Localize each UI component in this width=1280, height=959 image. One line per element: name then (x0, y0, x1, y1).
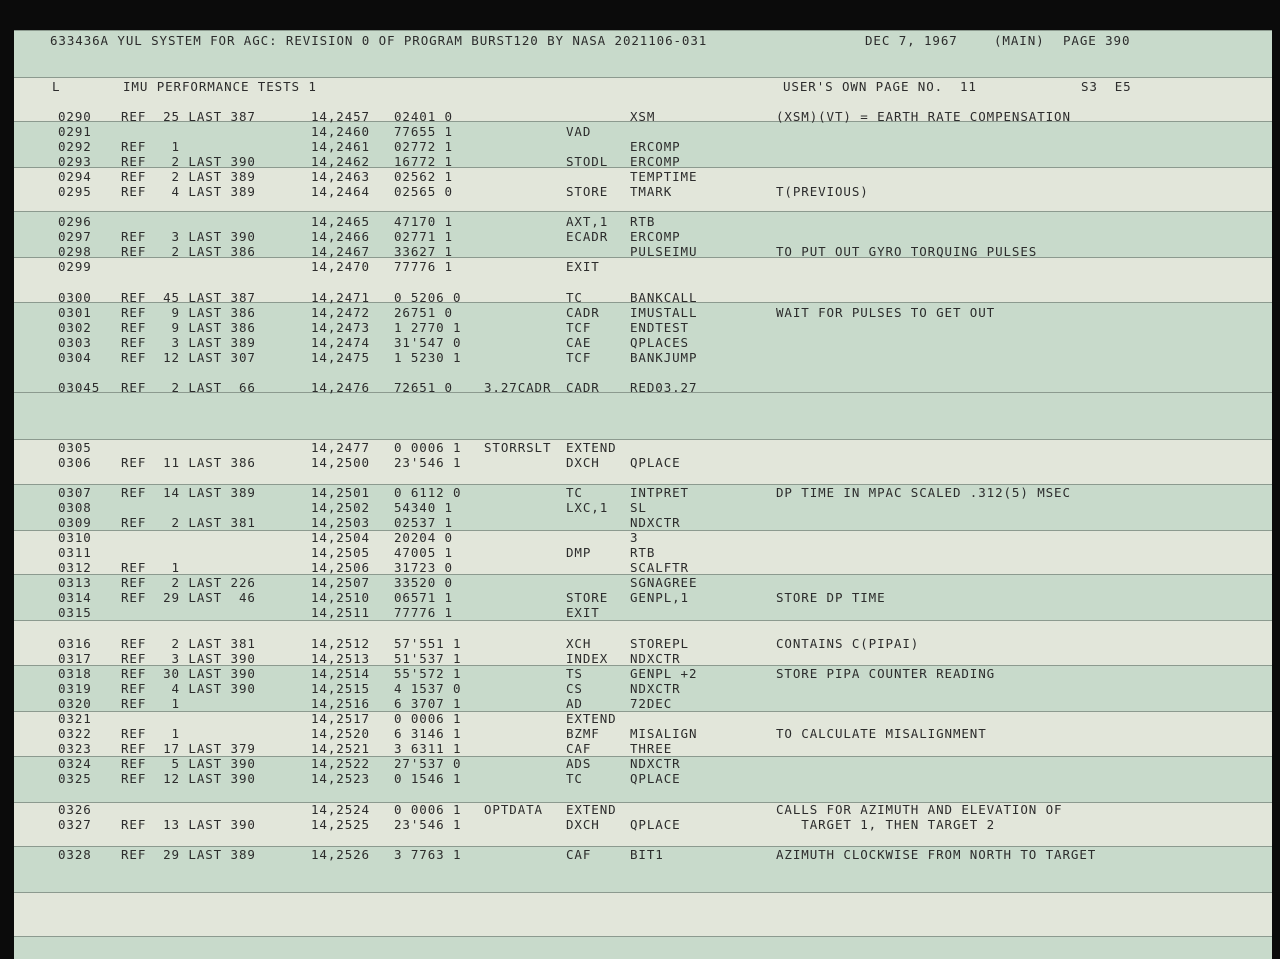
octal-word: 6 3146 1 (394, 726, 462, 741)
octal-word: 0 1546 1 (394, 771, 462, 786)
address: 14,2473 (311, 320, 370, 335)
address: 14,2463 (311, 169, 370, 184)
operand: ERCOMP (630, 139, 681, 154)
ledger-band (14, 936, 1272, 959)
octal-word: 0 0006 1 (394, 711, 462, 726)
octal-word: 27'537 0 (394, 756, 462, 771)
line-number: 0298 (58, 244, 92, 259)
line-number: 0292 (58, 139, 92, 154)
opcode: EXTEND (566, 711, 617, 726)
line-number: 0325 (58, 771, 92, 786)
address: 14,2470 (311, 259, 370, 274)
ref-info: REF 2 LAST 66 (121, 380, 256, 395)
header-date: DEC 7, 1967 (865, 33, 958, 48)
ref-info: REF 1 (121, 139, 180, 154)
ref-info: REF 4 LAST 389 (121, 184, 256, 199)
operand: PULSEIMU (630, 244, 698, 259)
operand: NDXCTR (630, 681, 681, 696)
section-title: IMU PERFORMANCE TESTS 1 (123, 79, 317, 94)
ref-info: REF 12 LAST 307 (121, 350, 256, 365)
address: 14,2465 (311, 214, 370, 229)
address: 14,2475 (311, 350, 370, 365)
opcode: STORE (566, 184, 609, 199)
opcode: EXIT (566, 259, 600, 274)
opcode: TC (566, 290, 583, 305)
address: 14,2501 (311, 485, 370, 500)
octal-word: 23'546 1 (394, 817, 462, 832)
octal-word: 54340 1 (394, 500, 453, 515)
operand: INTPRET (630, 485, 689, 500)
octal-word: 1 5230 1 (394, 350, 462, 365)
opcode: ADS (566, 756, 592, 771)
octal-word: 02537 1 (394, 515, 453, 530)
octal-word: 55'572 1 (394, 666, 462, 681)
address: 14,2474 (311, 335, 370, 350)
operand: SGNAGREE (630, 575, 698, 590)
octal-word: 77655 1 (394, 124, 453, 139)
address: 14,2467 (311, 244, 370, 259)
ref-info: REF 9 LAST 386 (121, 305, 256, 320)
line-number: 0327 (58, 817, 92, 832)
operand: GENPL,1 (630, 590, 689, 605)
line-number: 0315 (58, 605, 92, 620)
operand: NDXCTR (630, 756, 681, 771)
operand: TEMPTIME (630, 169, 698, 184)
comment: CONTAINS C(PIPAI) (776, 636, 920, 651)
octal-word: 33520 0 (394, 575, 453, 590)
line-number: 0328 (58, 847, 92, 862)
operand: BANKJUMP (630, 350, 698, 365)
octal-word: 72651 0 (394, 380, 453, 395)
octal-word: 02565 0 (394, 184, 453, 199)
opcode: TCF (566, 350, 592, 365)
operand: BANKCALL (630, 290, 698, 305)
address: 14,2516 (311, 696, 370, 711)
opcode: EXIT (566, 605, 600, 620)
opcode: TS (566, 666, 583, 681)
opcode: STODL (566, 154, 609, 169)
operand: IMUSTALL (630, 305, 698, 320)
address: 14,2525 (311, 817, 370, 832)
octal-word: 3 6311 1 (394, 741, 462, 756)
opcode: EXTEND (566, 440, 617, 455)
address: 14,2503 (311, 515, 370, 530)
octal-word: 06571 1 (394, 590, 453, 605)
line-number: 0322 (58, 726, 92, 741)
line-number: 0321 (58, 711, 92, 726)
operand: SCALFTR (630, 560, 689, 575)
octal-word: 31723 0 (394, 560, 453, 575)
header-l-marker: L (52, 79, 61, 94)
address: 14,2477 (311, 440, 370, 455)
ref-info: REF 3 LAST 390 (121, 229, 256, 244)
address: 14,2507 (311, 575, 370, 590)
address: 14,2524 (311, 802, 370, 817)
opcode: CS (566, 681, 583, 696)
opcode: VAD (566, 124, 592, 139)
line-number: 0320 (58, 696, 92, 711)
address: 14,2476 (311, 380, 370, 395)
line-number: 0310 (58, 530, 92, 545)
address: 14,2515 (311, 681, 370, 696)
operand: BIT1 (630, 847, 664, 862)
ref-info: REF 14 LAST 389 (121, 485, 256, 500)
comment: CALLS FOR AZIMUTH AND ELEVATION OF (776, 802, 1063, 817)
ref-info: REF 2 LAST 390 (121, 154, 256, 169)
octal-word: 47005 1 (394, 545, 453, 560)
operand: RED03.27 (630, 380, 698, 395)
opcode: BZMF (566, 726, 600, 741)
opcode: AXT,1 (566, 214, 609, 229)
line-number: 0307 (58, 485, 92, 500)
octal-word: 0 0006 1 (394, 802, 462, 817)
operand: RTB (630, 545, 656, 560)
ref-info: REF 2 LAST 381 (121, 515, 256, 530)
line-number: 0306 (58, 455, 92, 470)
operand: 72DEC (630, 696, 673, 711)
address: 14,2511 (311, 605, 370, 620)
octal-word: 02401 0 (394, 109, 453, 124)
octal-word: 02772 1 (394, 139, 453, 154)
operand: XSM (630, 109, 656, 124)
octal-word: 77776 1 (394, 259, 453, 274)
line-number: 0323 (58, 741, 92, 756)
ref-info: REF 5 LAST 390 (121, 756, 256, 771)
operand: QPLACE (630, 455, 681, 470)
ref-info: REF 12 LAST 390 (121, 771, 256, 786)
address: 14,2523 (311, 771, 370, 786)
operand: STOREPL (630, 636, 689, 651)
operand: ERCOMP (630, 229, 681, 244)
octal-word: 1 2770 1 (394, 320, 462, 335)
operand: TMARK (630, 184, 673, 199)
ref-info: REF 2 LAST 386 (121, 244, 256, 259)
ref-info: REF 2 LAST 389 (121, 169, 256, 184)
comment: WAIT FOR PULSES TO GET OUT (776, 305, 996, 320)
octal-word: 3 7763 1 (394, 847, 462, 862)
address: 14,2464 (311, 184, 370, 199)
ref-info: REF 29 LAST 46 (121, 590, 256, 605)
octal-word: 31'547 0 (394, 335, 462, 350)
ref-info: REF 30 LAST 390 (121, 666, 256, 681)
comment: DP TIME IN MPAC SCALED .312(5) MSEC (776, 485, 1071, 500)
comment: STORE PIPA COUNTER READING (776, 666, 996, 681)
operand: NDXCTR (630, 515, 681, 530)
address: 14,2502 (311, 500, 370, 515)
ref-info: REF 29 LAST 389 (121, 847, 256, 862)
line-number: 0305 (58, 440, 92, 455)
octal-word: 23'546 1 (394, 455, 462, 470)
octal-word: 0 5206 0 (394, 290, 462, 305)
operand: QPLACES (630, 335, 689, 350)
comment: TARGET 1, THEN TARGET 2 (776, 817, 996, 832)
opcode: INDEX (566, 651, 609, 666)
octal-word: 02771 1 (394, 229, 453, 244)
opcode: STORE (566, 590, 609, 605)
address: 14,2457 (311, 109, 370, 124)
line-number: 0293 (58, 154, 92, 169)
ref-info: REF 1 (121, 726, 180, 741)
ref-info: REF 3 LAST 390 (121, 651, 256, 666)
octal-word: 20204 0 (394, 530, 453, 545)
printout-sheet (14, 30, 1272, 959)
header-codes: S3 E5 (1081, 79, 1132, 94)
ref-info: REF 2 LAST 381 (121, 636, 256, 651)
operand: RTB (630, 214, 656, 229)
opcode: TCF (566, 320, 592, 335)
operand: THREE (630, 741, 673, 756)
opcode: ECADR (566, 229, 609, 244)
octal-word: 02562 1 (394, 169, 453, 184)
line-number: 0316 (58, 636, 92, 651)
address: 14,2510 (311, 590, 370, 605)
address: 14,2504 (311, 530, 370, 545)
comment: STORE DP TIME (776, 590, 886, 605)
ref-info: REF 4 LAST 390 (121, 681, 256, 696)
octal-word: 0 0006 1 (394, 440, 462, 455)
address: 14,2526 (311, 847, 370, 862)
octal-word: 26751 0 (394, 305, 453, 320)
operand: ENDTEST (630, 320, 689, 335)
line-number: 0311 (58, 545, 92, 560)
line-number: 0302 (58, 320, 92, 335)
header-main: (MAIN) (994, 33, 1045, 48)
address: 14,2505 (311, 545, 370, 560)
line-number: 0303 (58, 335, 92, 350)
opcode: XCH (566, 636, 592, 651)
ref-info: REF 17 LAST 379 (121, 741, 256, 756)
opcode: EXTEND (566, 802, 617, 817)
opcode: TC (566, 771, 583, 786)
opcode: DXCH (566, 455, 600, 470)
operand: MISALIGN (630, 726, 698, 741)
address: 14,2462 (311, 154, 370, 169)
ref-info: REF 11 LAST 386 (121, 455, 256, 470)
opcode: LXC,1 (566, 500, 609, 515)
octal-word: 0 6112 0 (394, 485, 462, 500)
line-number: 0294 (58, 169, 92, 184)
line-number: 0309 (58, 515, 92, 530)
opcode: DXCH (566, 817, 600, 832)
octal-word: 47170 1 (394, 214, 453, 229)
address: 14,2471 (311, 290, 370, 305)
line-number: 0296 (58, 214, 92, 229)
line-number: 0318 (58, 666, 92, 681)
comment: (XSM)(VT) = EARTH RATE COMPENSATION (776, 109, 1071, 124)
ledger-band (14, 392, 1272, 440)
opcode: AD (566, 696, 583, 711)
ref-info: REF 13 LAST 390 (121, 817, 256, 832)
address: 14,2517 (311, 711, 370, 726)
address: 14,2460 (311, 124, 370, 139)
opcode: CADR (566, 380, 600, 395)
opcode: CAF (566, 741, 592, 756)
opcode: CAF (566, 847, 592, 862)
operand: GENPL +2 (630, 666, 698, 681)
header-page: PAGE 390 (1063, 33, 1131, 48)
line-number: 0290 (58, 109, 92, 124)
address: 14,2522 (311, 756, 370, 771)
octal-word: 33627 1 (394, 244, 453, 259)
opcode: DMP (566, 545, 592, 560)
operand: QPLACE (630, 817, 681, 832)
ref-info: REF 9 LAST 386 (121, 320, 256, 335)
ref-info: REF 3 LAST 389 (121, 335, 256, 350)
ref-info: REF 25 LAST 387 (121, 109, 256, 124)
octal-word: 4 1537 0 (394, 681, 462, 696)
address: 14,2512 (311, 636, 370, 651)
line-number: 0326 (58, 802, 92, 817)
ref-info: REF 45 LAST 387 (121, 290, 256, 305)
operand: 3 (630, 530, 639, 545)
line-number: 0299 (58, 259, 92, 274)
line-number: 0297 (58, 229, 92, 244)
octal-word: 57'551 1 (394, 636, 462, 651)
line-number: 0313 (58, 575, 92, 590)
operand: NDXCTR (630, 651, 681, 666)
line-number: 0319 (58, 681, 92, 696)
address: 14,2513 (311, 651, 370, 666)
octal-word: 6 3707 1 (394, 696, 462, 711)
label: 3.27CADR (484, 380, 552, 395)
address: 14,2466 (311, 229, 370, 244)
header-program-line: 633436A YUL SYSTEM FOR AGC: REVISION 0 OF PROGRAM BURST120 BY NASA 2021106-031 (50, 33, 708, 48)
users-own-page: USER'S OWN PAGE NO. 11 (783, 79, 977, 94)
address: 14,2472 (311, 305, 370, 320)
line-number: 0312 (58, 560, 92, 575)
label: OPTDATA (484, 802, 543, 817)
line-number: 0291 (58, 124, 92, 139)
ref-info: REF 1 (121, 696, 180, 711)
octal-word: 77776 1 (394, 605, 453, 620)
ref-info: REF 2 LAST 226 (121, 575, 256, 590)
address: 14,2461 (311, 139, 370, 154)
comment: TO PUT OUT GYRO TORQUING PULSES (776, 244, 1038, 259)
ref-info: REF 1 (121, 560, 180, 575)
comment: T(PREVIOUS) (776, 184, 869, 199)
line-number: 0314 (58, 590, 92, 605)
line-number: 0324 (58, 756, 92, 771)
line-number: 0304 (58, 350, 92, 365)
line-number: 0295 (58, 184, 92, 199)
label: STORRSLT (484, 440, 552, 455)
address: 14,2514 (311, 666, 370, 681)
line-number: 0317 (58, 651, 92, 666)
operand: SL (630, 500, 647, 515)
address: 14,2520 (311, 726, 370, 741)
opcode: TC (566, 485, 583, 500)
line-number: 0308 (58, 500, 92, 515)
octal-word: 16772 1 (394, 154, 453, 169)
address: 14,2521 (311, 741, 370, 756)
opcode: CAE (566, 335, 592, 350)
address: 14,2506 (311, 560, 370, 575)
line-number: 03045 (58, 380, 101, 395)
line-number: 0300 (58, 290, 92, 305)
opcode: CADR (566, 305, 600, 320)
operand: ERCOMP (630, 154, 681, 169)
comment: AZIMUTH CLOCKWISE FROM NORTH TO TARGET (776, 847, 1097, 862)
address: 14,2500 (311, 455, 370, 470)
operand: QPLACE (630, 771, 681, 786)
comment: TO CALCULATE MISALIGNMENT (776, 726, 987, 741)
line-number: 0301 (58, 305, 92, 320)
octal-word: 51'537 1 (394, 651, 462, 666)
